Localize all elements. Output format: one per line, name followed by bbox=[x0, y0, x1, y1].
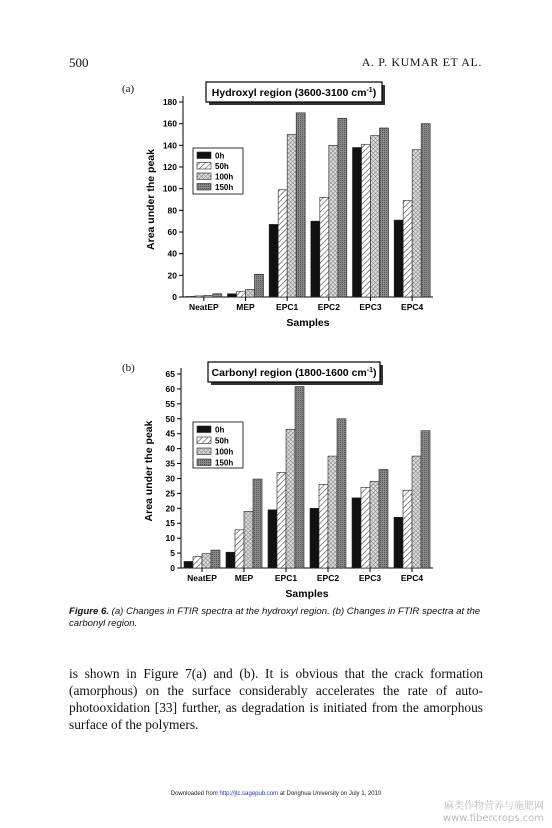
legend-swatch-150h bbox=[197, 459, 211, 466]
running-head: A. P. KUMAR ET AL. bbox=[361, 55, 482, 69]
y-tick-label: 35 bbox=[165, 458, 175, 469]
bar-epc4-100h bbox=[412, 456, 421, 568]
y-tick-label: 80 bbox=[167, 205, 177, 216]
y-tick-label: 20 bbox=[167, 270, 177, 281]
x-tick-label: EPC3 bbox=[359, 302, 382, 312]
bar-epc2-50h bbox=[319, 484, 328, 568]
footer-prefix: Downloaded from bbox=[170, 791, 220, 797]
bar-neatep-100h bbox=[202, 554, 211, 568]
y-tick-label: 55 bbox=[165, 398, 175, 409]
chart-title bbox=[212, 367, 377, 379]
bar-epc3-150h bbox=[379, 470, 388, 568]
chart-title-close: ) bbox=[372, 87, 377, 99]
y-tick-label: 20 bbox=[165, 503, 175, 514]
y-tick-label: 15 bbox=[165, 518, 175, 529]
y-tick-label: 5 bbox=[170, 548, 175, 559]
footer-link[interactable]: http://jtc.sagepub.com bbox=[219, 791, 279, 797]
bar-epc4-50h bbox=[403, 490, 412, 568]
legend-label-50h: 50h bbox=[215, 162, 229, 171]
x-tick-label: EPC4 bbox=[401, 302, 424, 312]
chart-title-sup: -1 bbox=[366, 87, 373, 94]
bar-neatep-0h bbox=[184, 561, 193, 568]
figure-caption bbox=[69, 606, 489, 630]
x-tick-label: MEP bbox=[236, 302, 255, 312]
bar-mep-50h bbox=[235, 530, 244, 568]
y-tick-label: 180 bbox=[162, 97, 177, 107]
x-tick-label: EPC1 bbox=[276, 302, 299, 312]
panel-b-label: (b) bbox=[122, 362, 135, 374]
bar-neatep-50h bbox=[193, 557, 202, 568]
chart-title-main: Carbonyl region (1800-1600 cm bbox=[211, 367, 367, 379]
y-tick-label: 60 bbox=[167, 227, 177, 237]
footer-suffix: at Donghua University on July 1, 2010 bbox=[278, 791, 382, 797]
bar-epc1-150h bbox=[295, 387, 304, 568]
bar-mep-150h bbox=[253, 479, 262, 568]
bar-epc1-100h bbox=[286, 429, 295, 568]
y-tick-label: 160 bbox=[162, 118, 177, 129]
x-tick-label: NeatEP bbox=[188, 302, 219, 312]
y-tick-label: 120 bbox=[162, 162, 177, 172]
y-axis-label: Area under the peak bbox=[145, 149, 157, 250]
x-axis-label: Samples bbox=[286, 317, 330, 329]
bar-epc2-150h bbox=[337, 419, 346, 568]
y-tick-label: 40 bbox=[165, 443, 175, 454]
chart-title-main: Hydroxyl region (3600-3100 cm bbox=[211, 87, 367, 99]
legend-swatch-50h bbox=[197, 437, 211, 444]
bar-epc4-150h bbox=[421, 431, 430, 568]
y-tick-label: 50 bbox=[165, 413, 175, 424]
y-tick-label: 40 bbox=[167, 248, 177, 259]
y-tick-label: 10 bbox=[165, 533, 175, 544]
bar-epc2-100h bbox=[328, 456, 337, 568]
bar-epc3-100h bbox=[370, 481, 379, 568]
bar-neatep-150h bbox=[211, 550, 220, 568]
bar-epc4-0h bbox=[394, 517, 403, 568]
bar-epc1-0h bbox=[268, 510, 277, 568]
caption-text: (a) Changes in FTIR spectra at the hydroxyl region. (b) Changes in FTIR spectra at the carbonyl region. bbox=[69, 606, 481, 629]
x-tick-label: MEP bbox=[234, 573, 254, 583]
x-tick-label: EPC1 bbox=[274, 573, 298, 583]
y-tick-label: 0 bbox=[170, 563, 175, 573]
legend-swatch-0h bbox=[197, 426, 211, 433]
y-tick-label: 0 bbox=[172, 292, 177, 302]
watermark-line-1: 麻类作物营养与施肥网 bbox=[444, 801, 544, 812]
y-tick-label: 100 bbox=[162, 183, 177, 194]
y-tick-label: 65 bbox=[165, 369, 175, 379]
x-tick-label: EPC2 bbox=[316, 573, 340, 583]
bar-epc2-0h bbox=[310, 508, 319, 568]
panel-a-label: (a) bbox=[122, 83, 135, 95]
legend-label-150h: 150h bbox=[215, 458, 234, 468]
legend-label-150h: 150h bbox=[215, 183, 234, 192]
chart-title-sup: -1 bbox=[366, 367, 373, 374]
legend-label-100h: 100h bbox=[215, 172, 234, 182]
page-number: 500 bbox=[69, 55, 89, 70]
y-tick-label: 140 bbox=[162, 140, 177, 151]
legend-swatch-100h bbox=[197, 448, 211, 455]
bar-mep-0h bbox=[226, 552, 235, 568]
legend-label-50h: 50h bbox=[215, 436, 229, 446]
y-tick-label: 60 bbox=[165, 383, 175, 394]
legend-label-0h: 0h bbox=[215, 151, 225, 161]
legend-label-0h: 0h bbox=[215, 425, 225, 435]
x-tick-label: EPC2 bbox=[317, 302, 340, 312]
legend-label-100h: 100h bbox=[215, 447, 234, 457]
y-tick-label: 30 bbox=[165, 473, 175, 484]
x-tick-label: NeatEP bbox=[187, 573, 217, 583]
y-tick-label: 25 bbox=[165, 488, 175, 499]
bar-epc1-50h bbox=[277, 472, 286, 568]
y-axis-label: Area under the peak bbox=[143, 420, 155, 522]
x-axis-label: Samples bbox=[285, 588, 329, 600]
x-tick-label: EPC3 bbox=[358, 573, 382, 583]
caption-label: Figure 6. bbox=[69, 606, 109, 617]
watermark-line-2: www.fibercrops.com bbox=[442, 813, 544, 824]
bar-epc3-0h bbox=[352, 498, 361, 568]
bar-mep-100h bbox=[244, 511, 253, 568]
bar-epc3-50h bbox=[361, 487, 370, 568]
body-paragraph: is shown in Figure 7(a) and (b). It is obvious that the crack formation (amorphous) on the surface considerably accelerates the rate of auto-photooxidation [33] further, as degradation is initiated from the amorphous surface of the polymers. bbox=[69, 666, 483, 732]
x-tick-label: EPC4 bbox=[400, 573, 424, 583]
y-tick-label: 45 bbox=[165, 428, 175, 439]
chart-title-close: ) bbox=[372, 367, 377, 379]
